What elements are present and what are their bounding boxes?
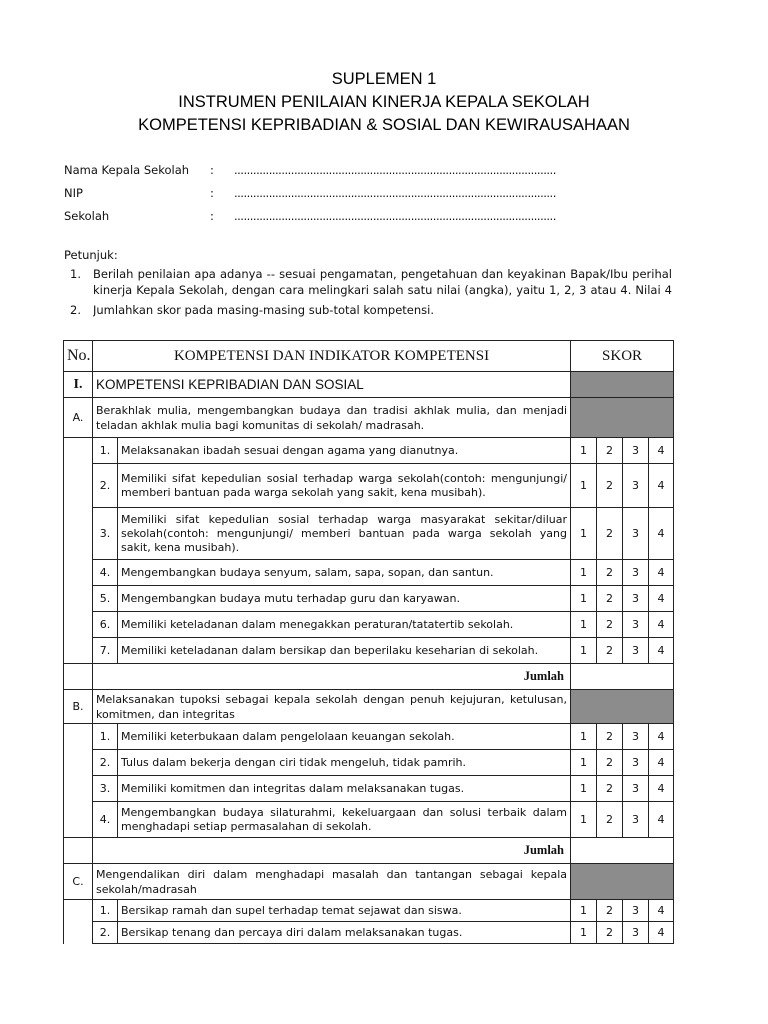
indicator-row: [64, 776, 674, 802]
score-option-2[interactable]: 2: [597, 802, 623, 838]
indicator-number: 6.: [93, 612, 118, 638]
subsection-row: [64, 398, 674, 438]
score-option-1[interactable]: 1: [571, 612, 597, 638]
indicator-row: [64, 724, 674, 750]
instruction-number: 1.: [70, 267, 81, 281]
score-option-4[interactable]: 4: [649, 508, 674, 560]
score-option-3[interactable]: 3: [623, 900, 649, 922]
subtotal-input[interactable]: [571, 838, 674, 864]
score-option-1[interactable]: 1: [571, 508, 597, 560]
blank-cell: [64, 900, 93, 944]
indicator-row: [64, 802, 674, 838]
score-option-3[interactable]: 3: [623, 724, 649, 750]
indicator-row: [64, 750, 674, 776]
section-number: I.: [64, 372, 93, 398]
indicator-number: 4.: [93, 802, 118, 838]
score-option-4[interactable]: 4: [649, 900, 674, 922]
indicator-row: [64, 508, 674, 560]
instrument-title: INSTRUMEN PENILAIAN KINERJA KEPALA SEKOLAH: [178, 93, 590, 111]
nip-row: [64, 186, 584, 209]
subtotal-label: Jumlah: [93, 664, 571, 690]
instruction-number: 2.: [70, 303, 81, 317]
indicator-text: Memiliki keterbukaan dalam pengelolaan keuangan sekolah.: [118, 724, 571, 750]
supplement-title: SUPLEMEN 1: [331, 70, 437, 88]
shaded-cell: [571, 372, 674, 398]
blank-cell: [64, 438, 93, 664]
indicator-text: Memiliki sifat kepedulian sosial terhadap warga masyarakat sekitar/diluar sekolah(contoh: mengunjungi/ memberi bantuan pada warga sekolah yang sakit, kena musibah).: [118, 508, 571, 560]
subtotal-label: Jumlah: [93, 838, 571, 864]
score-option-3[interactable]: 3: [623, 464, 649, 508]
score-option-1[interactable]: 1: [571, 802, 597, 838]
subsection-description: Berakhlak mulia, mengembangkan budaya dan tradisi akhlak mulia, dan menjadi teladan akhlak mulia bagi komunitas di sekolah/ madrasah.: [93, 398, 571, 438]
school-field[interactable]: ......................................................................................................: [234, 209, 556, 223]
indicator-number: 5.: [93, 586, 118, 612]
section-row: [64, 372, 674, 398]
score-option-2[interactable]: 2: [597, 900, 623, 922]
score-option-2[interactable]: 2: [597, 560, 623, 586]
score-option-1[interactable]: 1: [571, 438, 597, 464]
indicator-text: Melaksanakan ibadah sesuai dengan agama yang dianutnya.: [118, 438, 571, 464]
instruction-item: [64, 302, 672, 318]
principal-name-row: [64, 163, 584, 186]
shaded-cell: [571, 690, 674, 724]
score-option-4[interactable]: 4: [649, 802, 674, 838]
score-option-3[interactable]: 3: [623, 612, 649, 638]
indicator-number: 1.: [93, 724, 118, 750]
indicator-number: 3.: [93, 508, 118, 560]
subsection-row: [64, 864, 674, 900]
shaded-cell: [571, 864, 674, 900]
score-option-2[interactable]: 2: [597, 464, 623, 508]
score-option-3[interactable]: 3: [623, 776, 649, 802]
field-label: NIP: [64, 186, 83, 200]
score-option-1[interactable]: 1: [571, 922, 597, 944]
subtotal-input[interactable]: [571, 664, 674, 690]
indicator-row: [64, 438, 674, 464]
field-label: Nama Kepala Sekolah: [64, 163, 190, 177]
score-option-1[interactable]: 1: [571, 900, 597, 922]
score-option-2[interactable]: 2: [597, 438, 623, 464]
indicator-row: [64, 612, 674, 638]
indicator-number: 2.: [93, 750, 118, 776]
score-option-1[interactable]: 1: [571, 638, 597, 664]
header-no: No.: [64, 341, 93, 372]
document-header: [0, 68, 768, 137]
score-option-4[interactable]: 4: [649, 560, 674, 586]
indicator-row: [64, 638, 674, 664]
score-option-3[interactable]: 3: [623, 438, 649, 464]
assessment-table: [63, 340, 674, 944]
score-option-2[interactable]: 2: [597, 776, 623, 802]
score-option-3[interactable]: 3: [623, 508, 649, 560]
indicator-number: 2.: [93, 922, 118, 944]
score-option-3[interactable]: 3: [623, 802, 649, 838]
score-option-4[interactable]: 4: [649, 438, 674, 464]
score-option-2[interactable]: 2: [597, 586, 623, 612]
instruction-text: Berilah penilaian apa adanya -- sesuai pengamatan, pengetahuan dan keyakinan Bapak/Ibu perihal kinerja Kepala Sekolah, dengan cara melingkari salah satu nilai (angka), yaitu 1, 2, 3 atau 4. Nilai 4: [93, 267, 672, 297]
score-option-4[interactable]: 4: [649, 724, 674, 750]
score-option-2[interactable]: 2: [597, 612, 623, 638]
indicator-row: [64, 922, 674, 944]
subtotal-row: [64, 664, 674, 690]
competency-title: KOMPETENSI KEPRIBADIAN & SOSIAL DAN KEWIRAUSAHAAN: [138, 116, 630, 134]
subsection-letter: C.: [64, 864, 93, 900]
score-option-1[interactable]: 1: [571, 750, 597, 776]
school-row: [64, 209, 584, 232]
score-option-1[interactable]: 1: [571, 464, 597, 508]
indicator-row: [64, 586, 674, 612]
score-option-1[interactable]: 1: [571, 776, 597, 802]
subtotal-row: [64, 838, 674, 864]
score-option-2[interactable]: 2: [597, 638, 623, 664]
indicator-number: 2.: [93, 464, 118, 508]
principal-name-field[interactable]: ......................................................................................................: [234, 163, 556, 177]
score-option-2[interactable]: 2: [597, 508, 623, 560]
score-option-4[interactable]: 4: [649, 922, 674, 944]
header-score: SKOR: [571, 341, 674, 372]
subsection-description: Melaksanakan tupoksi sebagai kepala sekolah dengan penuh kejujuran, ketulusan, komitmen, dan integritas: [93, 690, 571, 724]
indicator-text: Tulus dalam bekerja dengan ciri tidak mengeluh, tidak pamrih.: [118, 750, 571, 776]
blank-cell: [64, 724, 93, 838]
indicator-text: Memiliki keteladanan dalam menegakkan peraturan/tatatertib sekolah.: [118, 612, 571, 638]
indicator-number: 1.: [93, 900, 118, 922]
score-option-3[interactable]: 3: [623, 586, 649, 612]
score-option-2[interactable]: 2: [597, 724, 623, 750]
score-option-3[interactable]: 3: [623, 638, 649, 664]
field-label: Sekolah: [64, 209, 110, 223]
indicator-text: Memiliki keteladanan dalam bersikap dan beperilaku keseharian di sekolah.: [118, 638, 571, 664]
table-header-row: [64, 341, 674, 372]
instructions: [64, 248, 672, 318]
field-colon: :: [210, 209, 214, 223]
score-option-4[interactable]: 4: [649, 750, 674, 776]
indicator-row: [64, 464, 674, 508]
indicator-text: Memiliki komitmen dan integritas dalam melaksanakan tugas.: [118, 776, 571, 802]
indicator-text: Bersikap tenang dan percaya diri dalam melaksanakan tugas.: [118, 922, 571, 944]
score-option-4[interactable]: 4: [649, 776, 674, 802]
section-title: KOMPETENSI KEPRIBADIAN DAN SOSIAL: [93, 372, 571, 398]
indicator-text: Memiliki sifat kepedulian sosial terhadap warga sekolah(contoh: mengunjungi/ memberi bantuan pada warga sekolah yang sakit, kena musibah).: [118, 464, 571, 508]
blank-cell: [64, 838, 93, 864]
nip-field[interactable]: ......................................................................................................: [234, 186, 556, 200]
indicator-number: 4.: [93, 560, 118, 586]
shaded-cell: [571, 398, 674, 438]
indicator-text: Bersikap ramah dan supel terhadap temat sejawat dan siswa.: [118, 900, 571, 922]
indicator-text: Mengembangkan budaya mutu terhadap guru dan karyawan.: [118, 586, 571, 612]
indicator-text: Mengembangkan budaya silaturahmi, kekeluargaan dan solusi terbaik dalam menghadapi setiap permasalahan di sekolah.: [118, 802, 571, 838]
score-option-2[interactable]: 2: [597, 750, 623, 776]
subsection-row: [64, 690, 674, 724]
score-option-1[interactable]: 1: [571, 724, 597, 750]
score-option-1[interactable]: 1: [571, 586, 597, 612]
score-option-4[interactable]: 4: [649, 612, 674, 638]
instruction-item: [64, 266, 672, 298]
score-option-4[interactable]: 4: [649, 638, 674, 664]
subsection-letter: A.: [64, 398, 93, 438]
indicator-row: [64, 560, 674, 586]
indicator-text: Mengembangkan budaya senyum, salam, sapa, sopan, dan santun.: [118, 560, 571, 586]
field-colon: :: [210, 186, 214, 200]
header-competency: KOMPETENSI DAN INDIKATOR KOMPETENSI: [93, 341, 571, 372]
score-option-3[interactable]: 3: [623, 922, 649, 944]
indicator-number: 7.: [93, 638, 118, 664]
score-option-1[interactable]: 1: [571, 560, 597, 586]
score-option-3[interactable]: 3: [623, 560, 649, 586]
score-option-4[interactable]: 4: [649, 464, 674, 508]
blank-cell: [64, 664, 93, 690]
indicator-number: 1.: [93, 438, 118, 464]
indicator-row: [64, 900, 674, 922]
score-option-2[interactable]: 2: [597, 922, 623, 944]
subsection-description: Mengendalikan diri dalam menghadapi masalah dan tantangan sebagai kepala sekolah/madrasah: [93, 864, 571, 900]
identity-fields: [64, 163, 584, 232]
score-option-4[interactable]: 4: [649, 586, 674, 612]
instructions-title: Petunjuk:: [64, 248, 118, 262]
instruction-text: Jumlahkan skor pada masing-masing sub-total kompetensi.: [93, 303, 434, 317]
subsection-letter: B.: [64, 690, 93, 724]
field-colon: :: [210, 163, 214, 177]
score-option-3[interactable]: 3: [623, 750, 649, 776]
indicator-number: 3.: [93, 776, 118, 802]
